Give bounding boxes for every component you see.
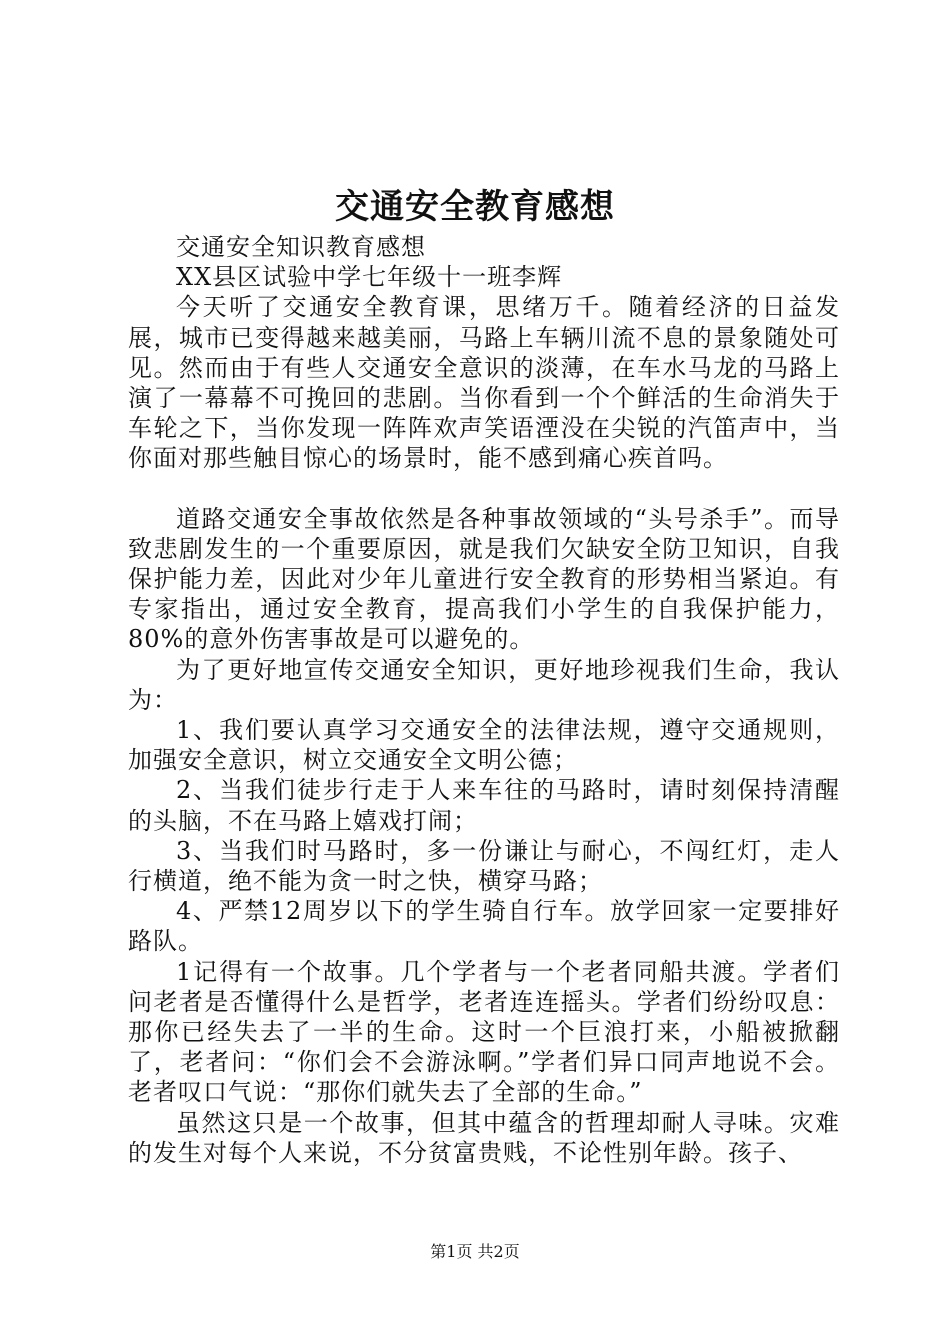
paragraph-point-3: 3、当我们时马路时，多一份谦让与耐心，不闯红灯，走人行横道，绝不能为贪一时之快，横穿马路；: [128, 836, 840, 896]
paragraph-point-2: 2、当我们徒步行走于人来车往的马路时，请时刻保持清醒的头脑，不在马路上嬉戏打闹；: [128, 776, 840, 835]
paragraph-story: 1记得有一个故事。几个学者与一个老者同船共渡。学者们问老者是否懂得什么是哲学，老者连连摇头。学者们纷纷叹息：那你已经失去了一半的生命。这时一个巨浪打来，小船被掀翻了，老者问：“你们会不会游泳啊。”学者们异口同声地说不会。老者叹口气说：“那你们就失去了全部的生命。”: [128, 957, 840, 1107]
paragraph-accidents: 道路交通安全事故依然是各种事故领域的“头号杀手”。而导致悲剧发生的一个重要原因，就是我们欠缺安全防卫知识，自我保护能力差，因此对少年儿童进行安全教育的形势相当紧迫。有专家指出，通过安全教育，提高我们小学生的自我保护能力，80%的意外伤害事故是可以避免的。: [128, 504, 840, 654]
paragraph-author: XX县区试验中学七年级十一班李辉: [176, 263, 563, 292]
paragraph-point-1: 1、我们要认真学习交通安全的法律法规，遵守交通规则，加强安全意识，树立交通安全文明公德；: [128, 716, 840, 775]
paragraph-reflection: 虽然这只是一个故事，但其中蕴含的哲理却耐人寻味。灾难的发生对每个人来说，不分贫富贵贱，不论性别年龄。孩子、: [128, 1108, 840, 1167]
page-number-footer: 第1页 共2页: [430, 1242, 520, 1261]
paragraph-opinion: 为了更好地宣传交通安全知识，更好地珍视我们生命，我认为：: [128, 655, 840, 714]
paragraph-point-4: 4、严禁12周岁以下的学生骑自行车。放学回家一定要排好路队。: [128, 897, 840, 956]
document-body: [128, 232, 840, 1168]
paragraph-subtitle: 交通安全知识教育感想: [176, 233, 426, 261]
document-title: 交通安全教育感想: [335, 187, 615, 227]
paragraph-intro: 今天听了交通安全教育课，思绪万千。随着经济的日益发展，城市已变得越来越美丽，马路上车辆川流不息的景象随处可见。然而由于有些人交通安全意识的淡薄，在车水马龙的马路上演了一幕幕不可挽回的悲剧。当你看到一个个鲜活的生命消失于车轮之下，当你发现一阵阵欢声笑语湮没在尖锐的汽笛声中，当你面对那些触目惊心的场景时，能不感到痛心疾首吗。: [128, 293, 840, 473]
